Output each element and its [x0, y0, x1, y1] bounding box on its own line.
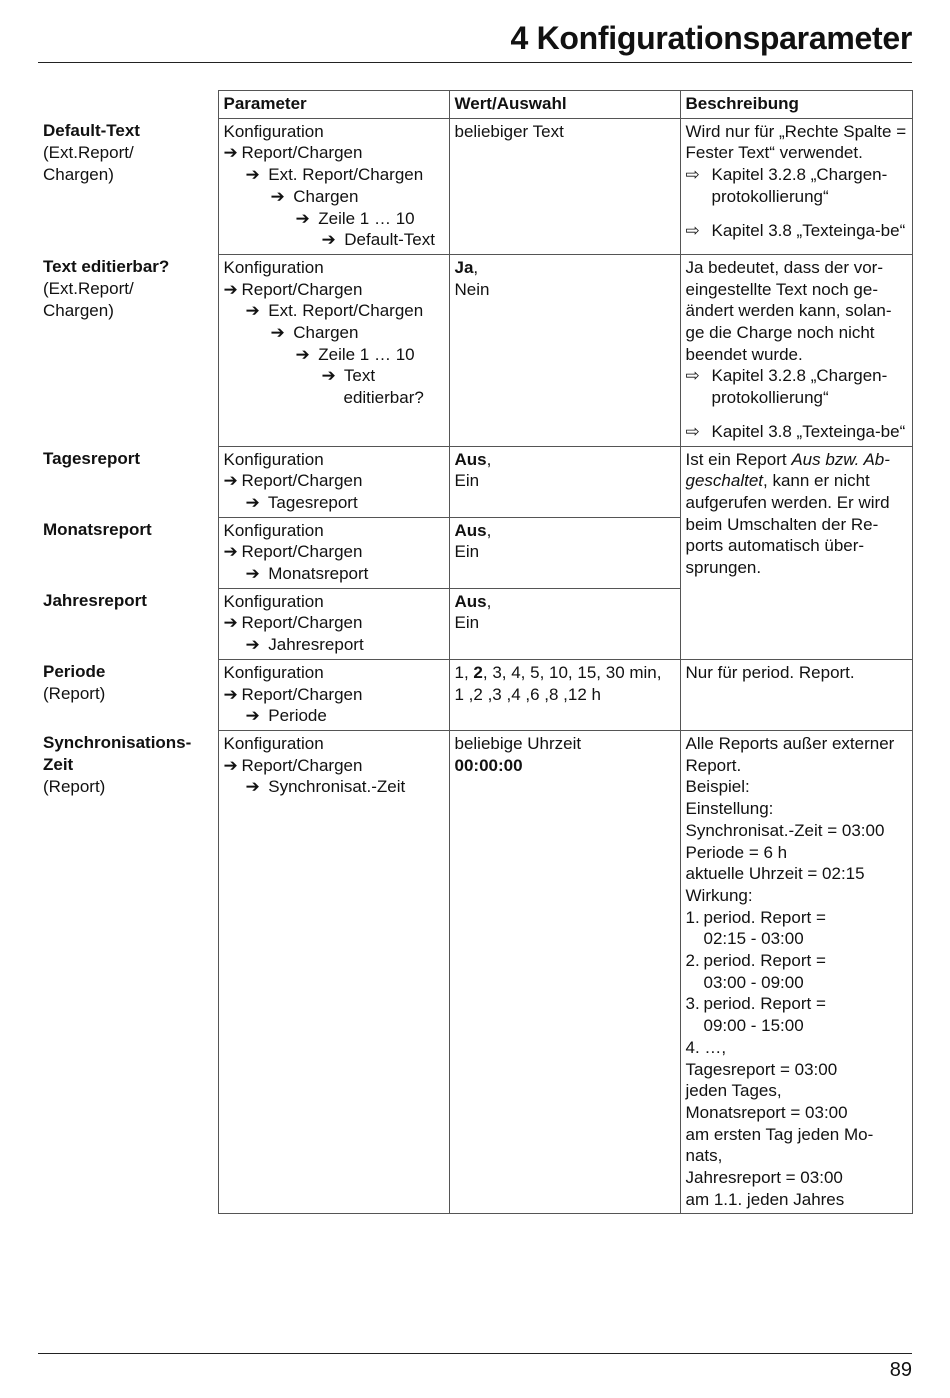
parameter-table [38, 90, 913, 1214]
table-row [38, 118, 912, 254]
arrow-right-icon: ➔ [223, 755, 238, 775]
menu-path: Konfiguration ➔ Report/Chargen ➔ Tagesreport [218, 446, 449, 517]
arrow-right-icon: ➔ [223, 613, 238, 633]
arrow-right-icon: ➔ [245, 564, 260, 584]
table-row [38, 446, 912, 517]
table-row [38, 659, 912, 730]
table-row [38, 254, 912, 446]
arrow-right-icon: ➔ [223, 684, 238, 704]
arrow-right-icon: ➔ [223, 143, 238, 163]
column-header-value: Wert/Auswahl [449, 91, 680, 119]
arrow-right-icon: ➔ [295, 208, 310, 228]
list-item: 1. period. Report = 02:15 - 03:00 [685, 907, 826, 949]
arrow-right-icon: ➔ [321, 230, 336, 250]
description-cell: Ja bedeutet, dass der vor-eingestellte Text noch ge-ändert werden kann, solan-ge die Charge noch nicht beendet wurde. ⇨ Kapitel 3.2.8 „Chargen-protokollierung“ ⇨ Kapitel 3.8 „Texteinga-be“ [680, 254, 912, 446]
arrow-right-icon: ➔ [245, 301, 260, 321]
value-cell: Aus, Ein [449, 588, 680, 659]
value-cell: beliebiger Text [449, 118, 680, 254]
list-item: 2. period. Report = 03:00 - 09:00 [685, 951, 826, 992]
value-cell: 1, 2, 3, 4, 5, 10, 15, 30 min, 1 ,2 ,3 ,4 ,6 ,8 ,12 h [449, 659, 680, 730]
description-cell: Wird nur für „Rechte Spalte = Fester Text“ verwendet. ⇨ Kapitel 3.2.8 „Chargen-protokollierung“ ⇨ Kapitel 3.8 „Texteinga-be“ [680, 118, 912, 254]
description-cell: Alle Reports außer externer Report. Beispiel: Einstellung: Synchronisat.-Zeit = 03:00 Periode = 6 h aktuelle Uhrzeit = 02:15 Wirkung: 1. period. Report = 02:15 - 03:00 2. period. Report = 03:00 - 09:00 3. period. Report = 09:00 - 15:00 4. …, Tagesreport = 03:00 jeden Tages, Monatsreport = 03:00 am ersten Tag jeden Mo- nats, Jahresreport = 03:00 am 1.1. jeden Jahres [680, 730, 912, 1213]
value-cell: Aus, Ein [449, 517, 680, 588]
row-label: Tagesreport [43, 449, 140, 469]
arrow-right-icon: ➔ [223, 471, 238, 491]
reference-arrow-icon: ⇨ [685, 165, 700, 185]
arrow-right-icon: ➔ [245, 777, 260, 797]
row-label: Default-Text (Ext.Report/ Chargen) [43, 121, 140, 184]
arrow-right-icon: ➔ [245, 706, 260, 726]
arrow-right-icon: ➔ [245, 492, 260, 512]
row-label: Monatsreport [43, 520, 152, 540]
arrow-right-icon: ➔ [270, 186, 285, 206]
page-title: 4 Konfigurationsparameter [510, 20, 912, 56]
list-item: 3. period. Report = 09:00 - 15:00 [685, 994, 826, 1036]
row-label: Periode (Report) [43, 662, 106, 704]
row-label: Synchronisations- Zeit (Report) [43, 733, 192, 796]
arrow-right-icon: ➔ [245, 635, 260, 655]
reference-arrow-icon: ⇨ [685, 220, 700, 240]
reference-arrow-icon: ⇨ [685, 421, 700, 441]
table-row [38, 730, 912, 1213]
column-header-parameter: Parameter [218, 91, 449, 119]
column-header-description: Beschreibung [680, 91, 912, 119]
menu-path: Konfiguration ➔ Report/Chargen ➔ Periode [218, 659, 449, 730]
arrow-right-icon: ➔ [321, 366, 336, 386]
value-cell: beliebige Uhrzeit 00:00:00 [449, 730, 680, 1213]
arrow-right-icon: ➔ [223, 279, 238, 299]
row-label: Text editierbar? (Ext.Report/ Chargen) [43, 257, 170, 320]
menu-path: Konfiguration ➔ Report/Chargen ➔ Synchronisat.-Zeit [218, 730, 449, 1213]
description-cell: Ist ein Report Aus bzw. Ab-geschaltet, kann er nicht aufgerufen werden. Er wird beim Umschalten der Re-ports automatisch über-sprungen. [680, 446, 912, 659]
arrow-right-icon: ➔ [223, 542, 238, 562]
table-header-row [38, 91, 912, 119]
reference-arrow-icon: ⇨ [685, 366, 700, 386]
value-cell: Aus, Ein [449, 446, 680, 517]
menu-path: Konfiguration ➔ Report/Chargen ➔ Monatsreport [218, 517, 449, 588]
value-cell: Ja, Nein [449, 254, 680, 446]
row-label: Jahresreport [43, 591, 147, 611]
arrow-right-icon: ➔ [245, 165, 260, 185]
arrow-right-icon: ➔ [295, 344, 310, 364]
menu-path: Konfiguration ➔ Report/Chargen ➔ Ext. Report/Chargen ➔ Chargen ➔ Zeile 1 … 10 ➔ Default-Text [218, 118, 449, 254]
header-rule [38, 62, 912, 63]
footer-rule [38, 1353, 912, 1354]
menu-path: Konfiguration ➔ Report/Chargen ➔ Jahresreport [218, 588, 449, 659]
arrow-right-icon: ➔ [270, 323, 285, 343]
description-cell: Nur für period. Report. [680, 659, 912, 730]
page-number: 89 [889, 1359, 912, 1381]
menu-path: Konfiguration ➔ Report/Chargen ➔ Ext. Report/Chargen ➔ Chargen ➔ Zeile 1 … 10 ➔ Text editierbar? [218, 254, 449, 446]
label-column-header [38, 91, 218, 119]
